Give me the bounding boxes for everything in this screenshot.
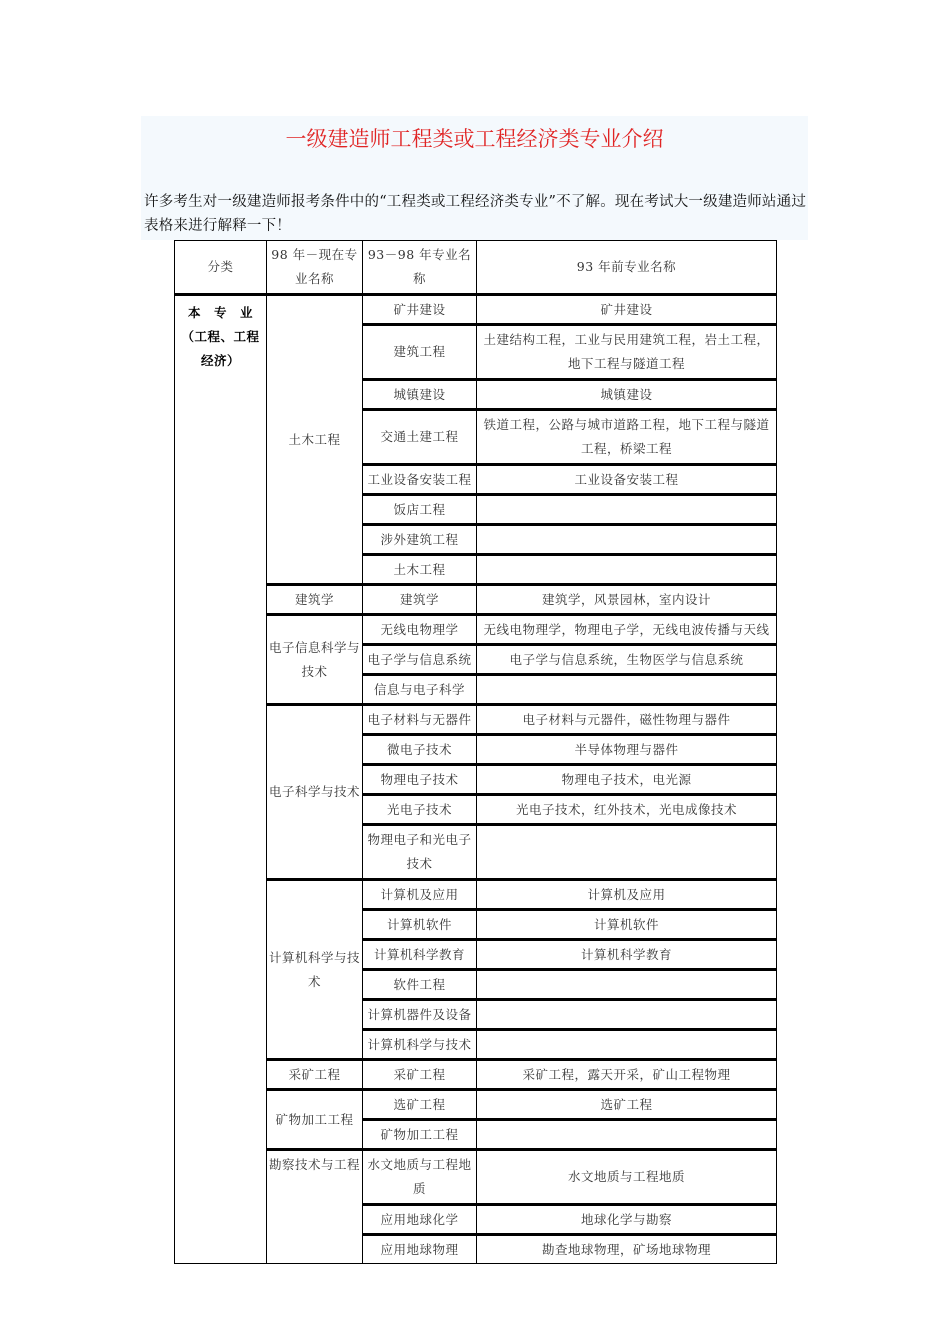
old-name-cell bbox=[477, 526, 777, 556]
old-name-cell: 矿井建设 bbox=[477, 296, 777, 326]
mid-name-cell: 计算机科学与技术 bbox=[363, 1031, 477, 1061]
old-name-cell bbox=[477, 1001, 777, 1031]
old-name-cell: 城镇建设 bbox=[477, 381, 777, 411]
group-name-cell: 建筑学 bbox=[267, 586, 363, 616]
table-row bbox=[175, 296, 777, 326]
mid-name-cell: 土木工程 bbox=[363, 556, 477, 586]
old-name-cell: 水文地质与工程地质 bbox=[477, 1151, 777, 1206]
category-cell: 本 专 业（工程、工程经济） bbox=[175, 296, 267, 1264]
old-name-cell bbox=[477, 556, 777, 586]
mid-name-cell: 选矿工程 bbox=[363, 1091, 477, 1121]
mid-name-cell: 应用地球物理 bbox=[363, 1236, 477, 1264]
mid-name-cell: 物理电子和光电子技术 bbox=[363, 826, 477, 881]
old-name-cell: 计算机科学教育 bbox=[477, 941, 777, 971]
mid-name-cell: 水文地质与工程地质 bbox=[363, 1151, 477, 1206]
mid-name-cell: 微电子技术 bbox=[363, 736, 477, 766]
mid-name-cell: 应用地球化学 bbox=[363, 1206, 477, 1236]
mid-name-cell: 计算机器件及设备 bbox=[363, 1001, 477, 1031]
old-name-cell bbox=[477, 1031, 777, 1061]
mid-name-cell: 信息与电子科学 bbox=[363, 676, 477, 706]
old-name-cell: 半导体物理与器件 bbox=[477, 736, 777, 766]
mid-name-cell: 建筑学 bbox=[363, 586, 477, 616]
mid-name-cell: 矿物加工工程 bbox=[363, 1121, 477, 1151]
old-name-cell: 勘查地球物理，矿场地球物理 bbox=[477, 1236, 777, 1264]
old-name-cell: 电子材料与元器件，磁性物理与器件 bbox=[477, 706, 777, 736]
header-cell: 98 年－现在专业名称 bbox=[267, 241, 363, 296]
group-name-cell: 计算机科学与技术 bbox=[267, 881, 363, 1061]
group-name-cell: 勘察技术与工程 bbox=[267, 1151, 363, 1264]
old-name-cell: 土建结构工程，工业与民用建筑工程，岩土工程，地下工程与隧道工程 bbox=[477, 326, 777, 381]
mid-name-cell: 饭店工程 bbox=[363, 496, 477, 526]
old-name-cell: 计算机软件 bbox=[477, 911, 777, 941]
group-name-cell: 电子科学与技术 bbox=[267, 706, 363, 881]
mid-name-cell: 电子材料与无器件 bbox=[363, 706, 477, 736]
old-name-cell: 采矿工程，露天开采，矿山工程物理 bbox=[477, 1061, 777, 1091]
old-name-cell bbox=[477, 676, 777, 706]
mid-name-cell: 物理电子技术 bbox=[363, 766, 477, 796]
old-name-cell: 铁道工程，公路与城市道路工程，地下工程与隧道工程，桥梁工程 bbox=[477, 411, 777, 466]
old-name-cell bbox=[477, 496, 777, 526]
group-name-cell: 土木工程 bbox=[267, 296, 363, 586]
old-name-cell: 地球化学与勘察 bbox=[477, 1206, 777, 1236]
group-name-cell: 采矿工程 bbox=[267, 1061, 363, 1091]
old-name-cell: 无线电物理学，物理电子学，无线电波传播与天线 bbox=[477, 616, 777, 646]
old-name-cell: 光电子技术，红外技术，光电成像技术 bbox=[477, 796, 777, 826]
group-name-cell: 电子信息科学与技术 bbox=[267, 616, 363, 706]
mid-name-cell: 城镇建设 bbox=[363, 381, 477, 411]
mid-name-cell: 光电子技术 bbox=[363, 796, 477, 826]
page-title: 一级建造师工程类或工程经济类专业介绍 bbox=[285, 127, 664, 151]
major-table bbox=[174, 240, 777, 1264]
old-name-cell: 工业设备安装工程 bbox=[477, 466, 777, 496]
header-cell: 分类 bbox=[175, 241, 267, 296]
header-cell: 93 年前专业名称 bbox=[477, 241, 777, 296]
intro-paragraph: 许多考生对一级建造师报考条件中的“工程类或工程经济类专业”不了解。现在考试大一级建造师站通过表格来进行解释一下！ bbox=[144, 194, 807, 234]
old-name-cell: 电子学与信息系统，生物医学与信息系统 bbox=[477, 646, 777, 676]
old-name-cell bbox=[477, 971, 777, 1001]
group-name-cell: 矿物加工工程 bbox=[267, 1091, 363, 1151]
mid-name-cell: 电子学与信息系统 bbox=[363, 646, 477, 676]
mid-name-cell: 建筑工程 bbox=[363, 326, 477, 381]
mid-name-cell: 无线电物理学 bbox=[363, 616, 477, 646]
mid-name-cell: 采矿工程 bbox=[363, 1061, 477, 1091]
header-cell: 93－98 年专业名称 bbox=[363, 241, 477, 296]
mid-name-cell: 计算机科学教育 bbox=[363, 941, 477, 971]
mid-name-cell: 工业设备安装工程 bbox=[363, 466, 477, 496]
table-header-row bbox=[175, 241, 777, 296]
old-name-cell: 选矿工程 bbox=[477, 1091, 777, 1121]
old-name-cell: 计算机及应用 bbox=[477, 881, 777, 911]
old-name-cell bbox=[477, 1121, 777, 1151]
mid-name-cell: 计算机软件 bbox=[363, 911, 477, 941]
old-name-cell bbox=[477, 826, 777, 881]
mid-name-cell: 交通土建工程 bbox=[363, 411, 477, 466]
mid-name-cell: 软件工程 bbox=[363, 971, 477, 1001]
mid-name-cell: 涉外建筑工程 bbox=[363, 526, 477, 556]
old-name-cell: 建筑学，风景园林，室内设计 bbox=[477, 586, 777, 616]
old-name-cell: 物理电子技术，电光源 bbox=[477, 766, 777, 796]
mid-name-cell: 矿井建设 bbox=[363, 296, 477, 326]
mid-name-cell: 计算机及应用 bbox=[363, 881, 477, 911]
major-table-body bbox=[175, 241, 777, 1264]
